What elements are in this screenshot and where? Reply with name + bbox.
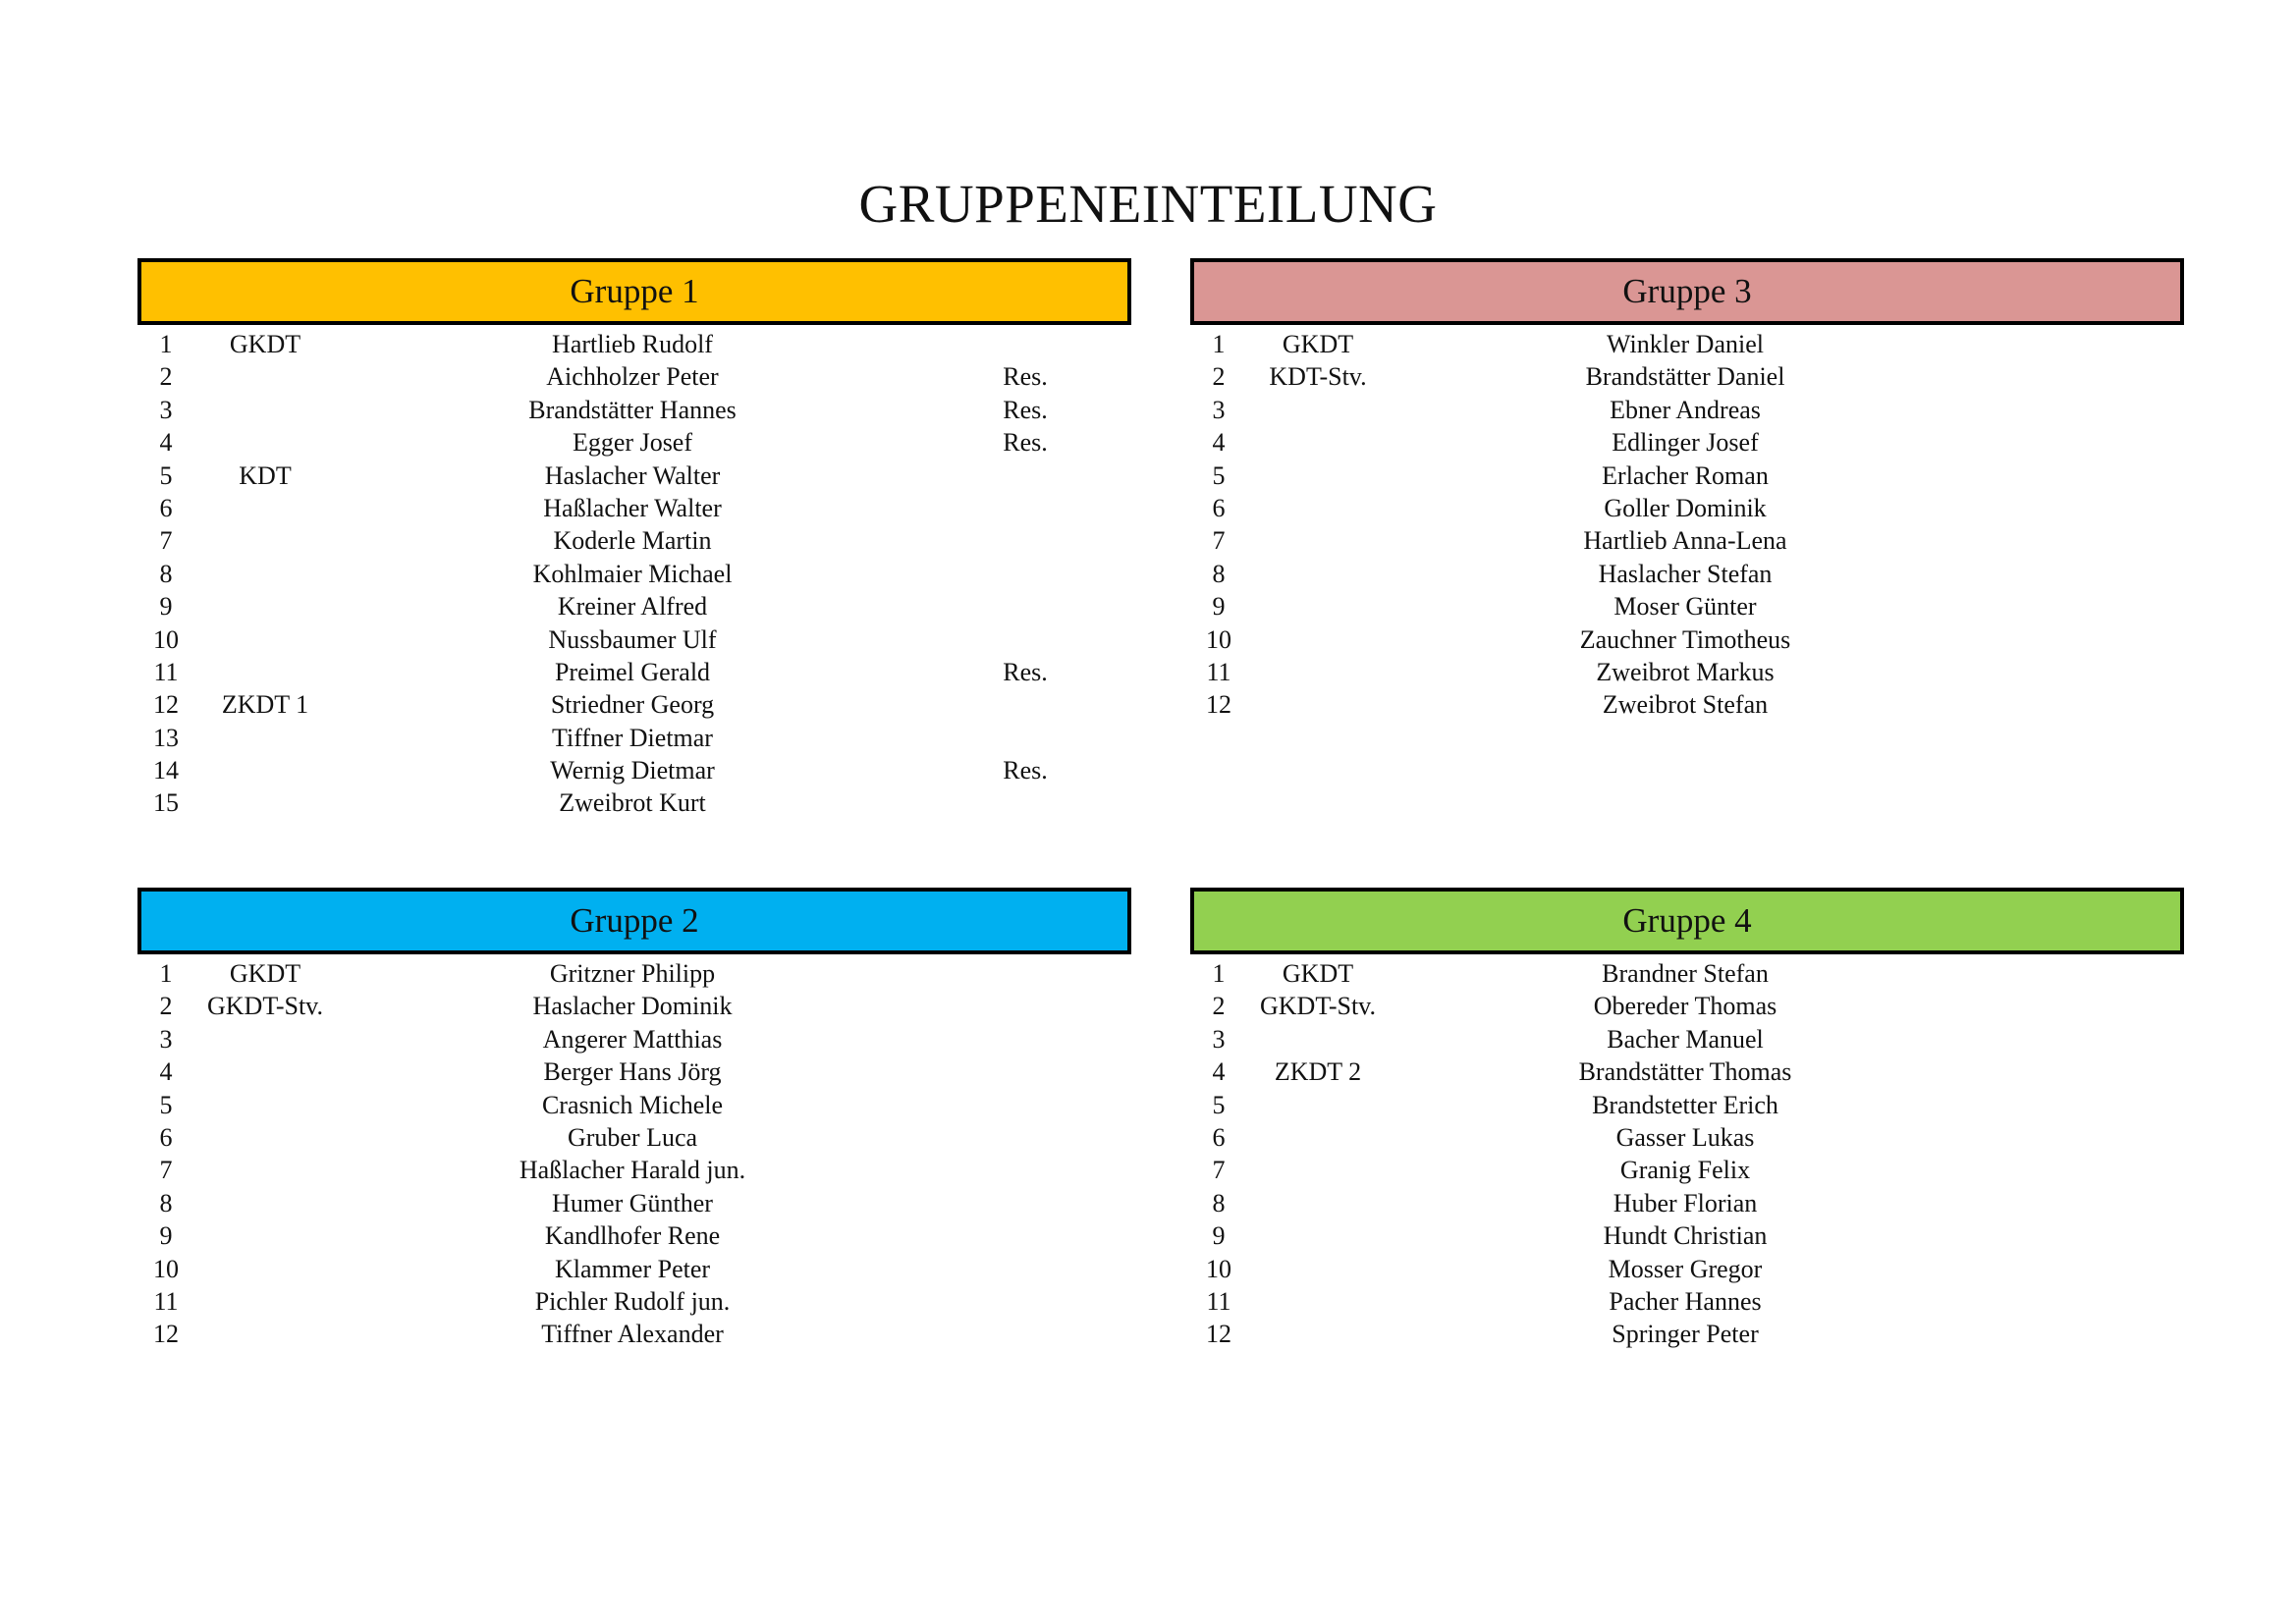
member-name: Granig Felix: [1619, 1156, 1751, 1185]
member-name: Hartlieb Rudolf: [552, 330, 713, 358]
group-1: [137, 258, 1131, 820]
group-1-list: [137, 328, 1131, 820]
group-1-header: Gruppe 1: [137, 258, 1131, 325]
member-role: GKDT: [1282, 330, 1354, 358]
member-row: [1190, 1154, 2184, 1186]
member-row: [137, 394, 1131, 426]
member-name: Obereder Thomas: [1593, 992, 1777, 1021]
member-number: 1: [1212, 330, 1226, 358]
member-name: Haslacher Dominik: [532, 992, 733, 1021]
member-number: 2: [159, 992, 173, 1021]
member-name: Pichler Rudolf jun.: [534, 1286, 731, 1316]
member-number: 6: [159, 493, 173, 522]
group-3: [1190, 258, 2184, 722]
member-row: [137, 1154, 1131, 1186]
member-row: [137, 328, 1131, 360]
member-number: 1: [159, 959, 173, 988]
member-number: 1: [159, 330, 173, 358]
member-name: Koderle Martin: [553, 526, 712, 556]
member-number: 10: [1206, 1254, 1231, 1283]
member-row: [1190, 1285, 2184, 1318]
member-number: 2: [1212, 362, 1226, 392]
member-name: Haßlacher Walter: [543, 493, 722, 522]
group-2: [137, 888, 1131, 1351]
member-number: 2: [1212, 992, 1226, 1021]
member-row: [137, 1253, 1131, 1285]
member-row: [1190, 1089, 2184, 1121]
member-role: GKDT-Stv.: [207, 992, 323, 1021]
member-number: 7: [159, 526, 173, 556]
member-name: Zauchner Timotheus: [1579, 624, 1791, 654]
member-row: [1190, 360, 2184, 393]
member-name: Pacher Hannes: [1609, 1286, 1762, 1316]
member-number: 5: [159, 1090, 173, 1119]
member-row: [137, 426, 1131, 459]
member-name: Zweibrot Stefan: [1602, 690, 1769, 720]
member-name: Winkler Daniel: [1607, 330, 1764, 358]
member-number: 3: [159, 1024, 173, 1054]
member-name: Gritzner Philipp: [549, 959, 716, 988]
member-number: 11: [1206, 1286, 1231, 1316]
member-name: Brandner Stefan: [1602, 959, 1769, 988]
member-name: Kandlhofer Rene: [544, 1221, 721, 1251]
member-row: [137, 754, 1131, 786]
member-number: 12: [153, 1320, 179, 1349]
member-row: [137, 524, 1131, 557]
member-name: Kohlmaier Michael: [532, 559, 733, 588]
member-name: Wernig Dietmar: [550, 756, 715, 785]
member-name: Kreiner Alfred: [557, 592, 708, 622]
member-number: 9: [159, 592, 173, 622]
member-role: GKDT: [229, 330, 301, 358]
member-name: Brandstetter Erich: [1592, 1090, 1778, 1119]
member-role: GKDT-Stv.: [1260, 992, 1376, 1021]
group-3-header: Gruppe 3: [1190, 258, 2184, 325]
member-number: 6: [159, 1122, 173, 1152]
group-2-list: [137, 957, 1131, 1351]
member-role: GKDT: [1282, 959, 1354, 988]
member-row: [137, 1219, 1131, 1252]
member-name: Goller Dominik: [1604, 493, 1767, 522]
member-number: 8: [159, 559, 173, 588]
member-name: Brandstätter Thomas: [1578, 1057, 1792, 1087]
member-row: [137, 656, 1131, 688]
member-number: 14: [153, 756, 179, 785]
member-row: [137, 786, 1131, 819]
member-note: Res.: [1003, 756, 1048, 785]
member-number: 5: [1212, 460, 1226, 490]
member-name: Mosser Gregor: [1608, 1254, 1763, 1283]
group-2-header: Gruppe 2: [137, 888, 1131, 954]
member-note: Res.: [1003, 395, 1048, 424]
member-row: [137, 1318, 1131, 1350]
member-role: ZKDT 2: [1274, 1057, 1362, 1087]
member-name: Brandstätter Daniel: [1585, 362, 1785, 392]
member-role: KDT: [239, 460, 292, 490]
member-number: 8: [1212, 1188, 1226, 1217]
member-name: Haßlacher Harald jun.: [519, 1156, 746, 1185]
member-number: 4: [159, 428, 173, 458]
member-name: Preimel Gerald: [554, 657, 711, 686]
member-number: 6: [1212, 493, 1226, 522]
member-number: 8: [159, 1188, 173, 1217]
member-row: [137, 460, 1131, 492]
group-3-list: [1190, 328, 2184, 722]
member-row: [137, 1089, 1131, 1121]
member-row: [137, 688, 1131, 721]
member-name: Hartlieb Anna-Lena: [1583, 526, 1787, 556]
member-name: Ebner Andreas: [1610, 395, 1761, 424]
member-name: Aichholzer Peter: [546, 362, 719, 392]
member-row: [1190, 1121, 2184, 1154]
member-note: Res.: [1003, 362, 1048, 392]
member-row: [1190, 688, 2184, 721]
member-row: [1190, 1318, 2184, 1350]
group-4-header: Gruppe 4: [1190, 888, 2184, 954]
member-name: Tiffner Dietmar: [552, 723, 713, 752]
member-number: 3: [1212, 1024, 1226, 1054]
member-row: [1190, 1219, 2184, 1252]
member-number: 6: [1212, 1122, 1226, 1152]
member-number: 7: [1212, 526, 1226, 556]
member-role: KDT-Stv.: [1269, 362, 1367, 392]
member-number: 13: [153, 723, 179, 752]
member-name: Striedner Georg: [550, 690, 715, 720]
member-row: [137, 590, 1131, 622]
member-number: 3: [1212, 395, 1226, 424]
member-number: 3: [159, 395, 173, 424]
member-row: [1190, 990, 2184, 1022]
member-row: [1190, 590, 2184, 622]
member-row: [137, 957, 1131, 990]
member-number: 7: [1212, 1156, 1226, 1185]
group-4-list: [1190, 957, 2184, 1351]
member-number: 4: [1212, 1057, 1226, 1087]
member-row: [137, 360, 1131, 393]
member-row: [1190, 492, 2184, 524]
member-row: [1190, 623, 2184, 656]
member-name: Humer Günther: [552, 1188, 713, 1217]
member-number: 10: [153, 624, 179, 654]
member-role: ZKDT 1: [221, 690, 309, 720]
member-row: [1190, 957, 2184, 990]
group-4: [1190, 888, 2184, 1351]
member-name: Brandstätter Hannes: [528, 395, 737, 424]
member-row: [1190, 426, 2184, 459]
member-name: Tiffner Alexander: [541, 1320, 724, 1349]
member-row: [137, 1285, 1131, 1318]
member-row: [1190, 524, 2184, 557]
member-name: Bacher Manuel: [1607, 1024, 1764, 1054]
member-number: 4: [1212, 428, 1226, 458]
member-name: Haslacher Stefan: [1598, 559, 1773, 588]
member-name: Moser Günter: [1613, 592, 1757, 622]
member-number: 5: [159, 460, 173, 490]
member-number: 12: [1206, 1320, 1231, 1349]
member-number: 10: [1206, 624, 1231, 654]
member-name: Zweibrot Markus: [1596, 657, 1775, 686]
member-number: 9: [1212, 1221, 1226, 1251]
member-name: Egger Josef: [572, 428, 693, 458]
member-number: 8: [1212, 559, 1226, 588]
member-number: 9: [159, 1221, 173, 1251]
member-number: 1: [1212, 959, 1226, 988]
member-row: [137, 722, 1131, 754]
member-row: [137, 990, 1131, 1022]
member-number: 11: [153, 1286, 179, 1316]
member-note: Res.: [1003, 428, 1048, 458]
member-number: 12: [1206, 690, 1231, 720]
member-number: 4: [159, 1057, 173, 1087]
member-row: [1190, 1187, 2184, 1219]
member-number: 11: [1206, 657, 1231, 686]
member-row: [137, 1023, 1131, 1055]
member-name: Erlacher Roman: [1602, 460, 1769, 490]
member-name: Huber Florian: [1613, 1188, 1758, 1217]
member-row: [1190, 328, 2184, 360]
member-name: Berger Hans Jörg: [543, 1057, 722, 1087]
member-name: Edlinger Josef: [1612, 428, 1759, 458]
member-name: Nussbaumer Ulf: [548, 624, 717, 654]
member-row: [137, 623, 1131, 656]
member-row: [137, 558, 1131, 590]
member-role: GKDT: [229, 959, 301, 988]
member-row: [1190, 460, 2184, 492]
member-name: Gasser Lukas: [1615, 1122, 1755, 1152]
member-row: [1190, 656, 2184, 688]
member-name: Crasnich Michele: [541, 1090, 724, 1119]
member-number: 15: [153, 788, 179, 818]
member-row: [1190, 1055, 2184, 1088]
member-number: 2: [159, 362, 173, 392]
member-number: 12: [153, 690, 179, 720]
member-row: [137, 1187, 1131, 1219]
member-name: Gruber Luca: [567, 1122, 698, 1152]
member-number: 9: [1212, 592, 1226, 622]
member-name: Klammer Peter: [554, 1254, 711, 1283]
page-title: GRUPPENEINTEILUNG: [858, 174, 1438, 234]
member-number: 7: [159, 1156, 173, 1185]
member-row: [137, 492, 1131, 524]
member-row: [1190, 1253, 2184, 1285]
member-name: Springer Peter: [1612, 1320, 1759, 1349]
member-number: 5: [1212, 1090, 1226, 1119]
member-number: 11: [153, 657, 179, 686]
member-name: Haslacher Walter: [544, 460, 721, 490]
member-name: Zweibrot Kurt: [559, 788, 706, 818]
member-name: Angerer Matthias: [542, 1024, 723, 1054]
member-number: 10: [153, 1254, 179, 1283]
member-row: [1190, 394, 2184, 426]
member-row: [1190, 558, 2184, 590]
member-row: [137, 1121, 1131, 1154]
member-row: [137, 1055, 1131, 1088]
member-row: [1190, 1023, 2184, 1055]
member-name: Hundt Christian: [1603, 1221, 1768, 1251]
member-note: Res.: [1003, 657, 1048, 686]
